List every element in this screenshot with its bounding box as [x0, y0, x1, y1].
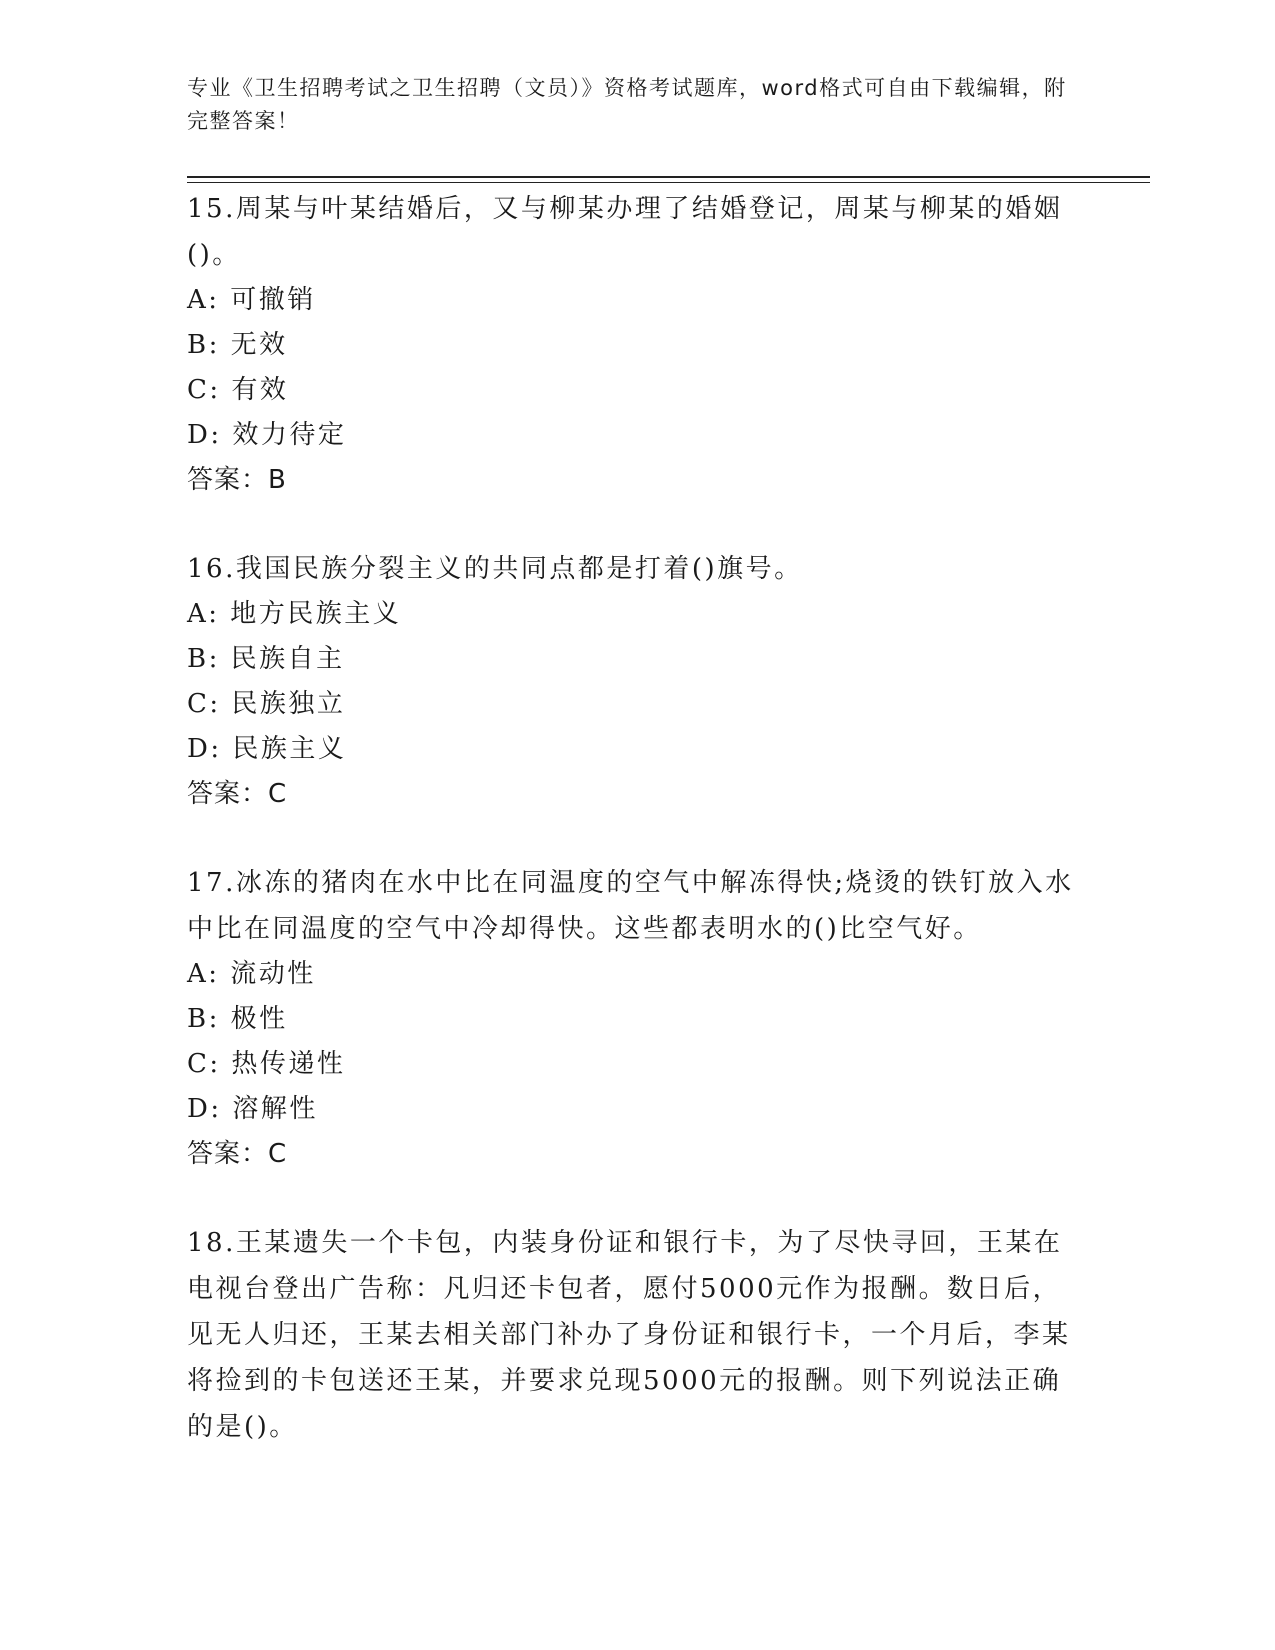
question-17 — [187, 860, 1087, 1176]
option-a: A: 可撤销 — [187, 285, 316, 315]
question-text: 18.王某遗失一个卡包，内装身份证和银行卡，为了尽快寻回，王某在电视台登出广告称：凡归还卡包者，愿付5000元作为报酬。数日后，见无人归还，王某去相关部门补办了身份证和银行卡，一个月后，李某将捡到的卡包送还王某，并要求兑现5000元的报酬。则下列说法正确的是()。 — [187, 1228, 1071, 1442]
question-list — [187, 186, 1087, 1494]
answer-line: 答案：C — [187, 779, 288, 809]
question-18 — [187, 1220, 1087, 1450]
option-c: C: 有效 — [187, 375, 289, 405]
question-15 — [187, 186, 1087, 502]
option-c: C: 民族独立 — [187, 689, 346, 719]
document-header: 专业《卫生招聘考试之卫生招聘（文员）》资格考试题库，word格式可自由下载编辑，附完整答案！ — [187, 76, 1067, 133]
question-text: 17.冰冻的猪肉在水中比在同温度的空气中解冻得快;烧烫的铁钉放入水中比在同温度的空气中冷却得快。这些都表明水的()比空气好。 — [187, 868, 1074, 944]
answer-line: 答案：B — [187, 465, 287, 495]
header-divider-thick — [187, 176, 1150, 178]
question-text: 16.我国民族分裂主义的共同点都是打着()旗号。 — [187, 554, 803, 584]
question-16 — [187, 546, 1087, 816]
option-d: D: 溶解性 — [187, 1094, 318, 1124]
option-a: A: 地方民族主义 — [187, 599, 402, 629]
option-d: D: 效力待定 — [187, 420, 347, 450]
answer-line: 答案：C — [187, 1139, 288, 1169]
option-b: B: 极性 — [187, 1004, 288, 1034]
header-divider-thin — [187, 182, 1150, 183]
option-b: B: 无效 — [187, 330, 288, 360]
option-a: A: 流动性 — [187, 959, 316, 989]
question-text: 15.周某与叶某结婚后，又与柳某办理了结婚登记，周某与柳某的婚姻()。 — [187, 194, 1063, 270]
option-b: B: 民族自主 — [187, 644, 345, 674]
option-c: C: 热传递性 — [187, 1049, 346, 1079]
option-d: D: 民族主义 — [187, 734, 347, 764]
